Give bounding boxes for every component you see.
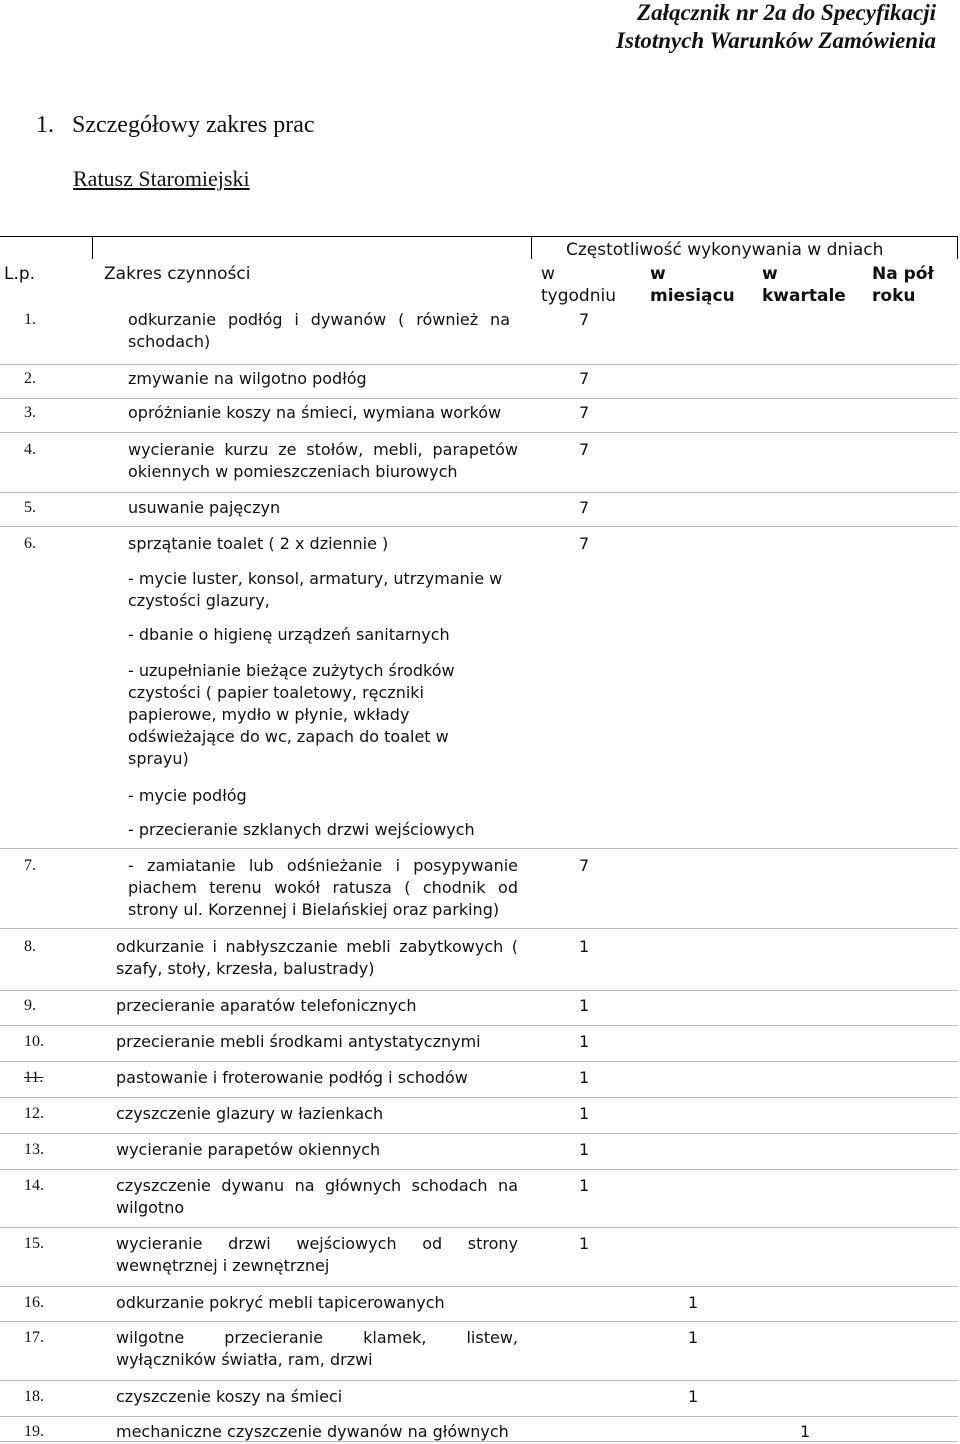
col-header-week-l1: w [541, 264, 555, 284]
row-frequency: 7 [579, 310, 590, 329]
toilet-subtask: - uzupełnianie bieżące zużytych środków czystości ( papier toaletowy, ręczniki papierowe, mydło w płynie, wkłady odświeżające do wc, zapach do toalet w sprayu) [128, 661, 455, 768]
row-number: 11. [24, 1069, 44, 1086]
table-right-border [957, 236, 958, 259]
row-separator [0, 364, 958, 365]
row-description: odkurzanie pokryć mebli tapicerowanych [116, 1293, 445, 1312]
row-description: usuwanie pajęczyn [128, 498, 281, 517]
row-separator [0, 1227, 958, 1228]
row-separator [0, 1025, 958, 1026]
col-header-month-l2: miesiącu [650, 286, 735, 306]
row-separator [0, 1061, 958, 1062]
row-separator [0, 526, 958, 527]
col-header-quarter-l2: kwartale [762, 286, 846, 306]
annex-title-line2: Istotnych Warunków Zamówienia [616, 28, 936, 53]
col-header-halfyear-l1: Na pół [872, 264, 934, 284]
section-title [36, 112, 315, 139]
row-separator [0, 1169, 958, 1170]
row-frequency: 7 [579, 856, 590, 875]
table-top-border [0, 236, 958, 237]
row-number: 18. [24, 1388, 44, 1405]
row-number: 15. [24, 1235, 44, 1252]
row-number: 16. [24, 1294, 44, 1311]
row-frequency: 1 [579, 1068, 590, 1087]
row-frequency: 1 [579, 1104, 590, 1123]
col-header-month [650, 263, 735, 307]
row-description: odkurzanie i nabłyszczanie mebli zabytkowych ( szafy, stoły, krzesła, balustrady) [116, 937, 518, 978]
row-separator [0, 492, 958, 493]
col-header-week [541, 263, 616, 307]
row-separator [0, 398, 958, 399]
row-frequency: 7 [579, 440, 590, 459]
row-number: 5. [24, 499, 36, 516]
row-description: opróżnianie koszy na śmieci, wymiana worków [128, 403, 502, 422]
row-number: 3. [24, 404, 36, 421]
row-description: przecieranie aparatów telefonicznych [116, 996, 417, 1015]
row-separator [0, 990, 958, 991]
toilet-subtask: - mycie luster, konsol, armatury, utrzymanie w czystości glazury, [128, 569, 503, 610]
freq-header: Częstotliwość wykonywania w dniach [566, 240, 884, 260]
row-description: zmywanie na wilgotno podłóg [128, 369, 367, 388]
row-number: 19. [24, 1423, 44, 1440]
row-separator [0, 1286, 958, 1287]
row-description: pastowanie i froterowanie podłóg i schodów [116, 1068, 468, 1087]
row-description: czyszczenie koszy na śmieci [116, 1387, 343, 1406]
row-number: 4. [24, 441, 36, 458]
section-number: 1. [36, 112, 54, 138]
toilet-subtask: - przecieranie szklanych drzwi wejściowych [128, 820, 475, 839]
row-frequency: 1 [579, 1032, 590, 1051]
row-separator [0, 848, 958, 849]
row-separator [0, 928, 958, 929]
col-header-scope: Zakres czynności [104, 264, 251, 284]
col-divider-lp [92, 236, 93, 259]
row-separator [0, 1380, 958, 1381]
building-name: Ratusz Staromiejski [73, 166, 250, 191]
row-description: czyszczenie glazury w łazienkach [116, 1104, 384, 1123]
row-number: 12. [24, 1105, 44, 1122]
col-header-halfyear-l2: roku [872, 286, 916, 306]
row-frequency: 1 [579, 996, 590, 1015]
row-number: 10. [24, 1033, 44, 1050]
row-description: wycieranie drzwi wejściowych od strony wewnętrznej i zewnętrznej [116, 1234, 518, 1275]
row-number: 7. [24, 857, 36, 874]
row-separator [0, 1416, 958, 1417]
col-header-month-l1: w [650, 264, 666, 284]
annex-title-line1: Załącznik nr 2a do Specyfikacji [637, 0, 936, 25]
row-number: 6. [24, 535, 36, 552]
row-separator [0, 1097, 958, 1098]
row-description: czyszczenie dywanu na głównych schodach na wilgotno [116, 1176, 518, 1217]
col-header-quarter [762, 263, 846, 307]
row-description: wilgotne przecieranie klamek, listew, wyłączników światła, ram, drzwi [116, 1328, 518, 1369]
toilet-subtask: - mycie podłóg [128, 786, 247, 805]
row-description: mechaniczne czyszczenie dywanów na głównych [116, 1422, 509, 1441]
row-description: wycieranie parapetów okiennych [116, 1140, 381, 1159]
row-number: 13. [24, 1141, 44, 1158]
toilet-subtask: - dbanie o higienę urządzeń sanitarnych [128, 625, 450, 644]
row-frequency: 1 [800, 1422, 811, 1441]
row-frequency: 7 [579, 369, 590, 388]
row-separator [0, 432, 958, 433]
row-description: odkurzanie podłóg i dywanów ( również na schodach) [128, 310, 510, 351]
col-header-lp: L.p. [4, 264, 36, 284]
row-separator [0, 1321, 958, 1322]
row-frequency: 1 [688, 1293, 699, 1312]
row-description: sprzątanie toalet ( 2 x dziennie ) [128, 534, 389, 553]
row-frequency: 7 [579, 534, 590, 553]
row-frequency: 1 [579, 1176, 590, 1195]
row-number: 14. [24, 1177, 44, 1194]
row-description: - zamiatanie lub odśnieżanie i posypywanie piachem terenu wokół ratusza ( chodnik od strony ul. Korzennej i Bielańskiej oraz parking) [128, 856, 518, 919]
col-header-quarter-l1: w [762, 264, 778, 284]
row-description: przecieranie mebli środkami antystatycznymi [116, 1032, 481, 1051]
row-frequency: 7 [579, 498, 590, 517]
row-frequency: 7 [579, 403, 590, 422]
row-separator [0, 1133, 958, 1134]
section-title-text: Szczegółowy zakres prac [72, 112, 315, 138]
row-frequency: 1 [688, 1387, 699, 1406]
row-number: 1. [24, 311, 36, 328]
row-number: 17. [24, 1329, 44, 1346]
row-frequency: 1 [579, 1234, 590, 1253]
row-number: 8. [24, 938, 36, 955]
row-number: 9. [24, 997, 36, 1014]
row-frequency: 1 [688, 1328, 699, 1347]
row-description: wycieranie kurzu ze stołów, mebli, parapetów okiennych w pomieszczeniach biurowych [128, 440, 518, 481]
col-divider-scope [531, 236, 532, 259]
col-header-week-l2: tygodniu [541, 286, 616, 306]
col-header-halfyear [872, 263, 934, 307]
row-number: 2. [24, 370, 36, 387]
row-frequency: 1 [579, 1140, 590, 1159]
row-frequency: 1 [579, 937, 590, 956]
